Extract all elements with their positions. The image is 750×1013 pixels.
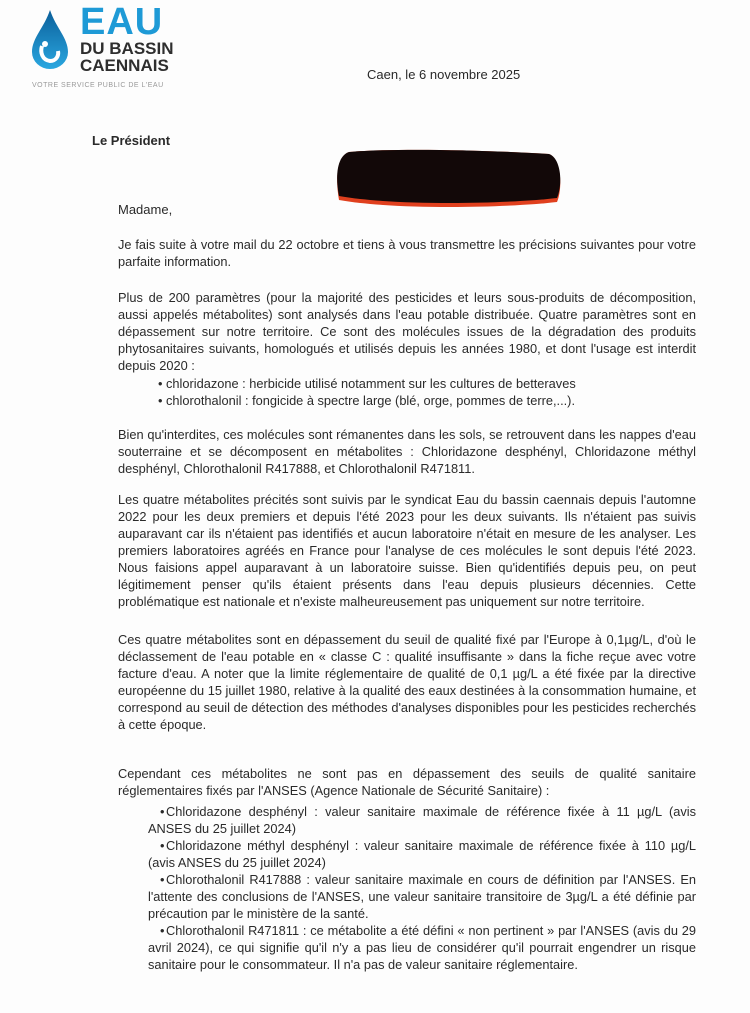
letter-date: Caen, le 6 novembre 2025 [367,67,521,82]
list-item: • chlorothalonil : fongicide à spectre large (blé, orge, pommes de terre,...). [118,392,696,409]
paragraph-metabolites: Bien qu'interdites, ces molécules sont rémanentes dans les sols, se retrouvent dans les nappes d'eau souterraine et se décomposent en métabolites : Chloridazone desphényl, Chloridazone méthyl desphényl, Chlorothalonil R417888, et Chlorothalonil R471811. [118,427,696,476]
list-item: • chloridazone : herbicide utilisé notamment sur les cultures de betteraves [118,375,696,392]
paragraph-threshold: Ces quatre métabolites sont en dépassement du seuil de qualité fixé par l'Europe à 0,1µg/L, d'où le déclassement de l'eau potable en « classe C : qualité insuffisante » dans la fiche reçue avec votre facture d'eau. A noter que la limite réglementaire de qualité de 0,1 µg/L a été fixée par la directive européenne du 15 juillet 1980, relative à la qualité des eaux destinées à la consommation humaine, et correspond au seuil de détection des méthodes d'analyses disponibles pour les pesticides recherchés à cette époque. [118,632,696,732]
list-item-text: Chlorothalonil R471811 : ce métabolite a été défini « non pertinent » par l'ANSES (avis du 29 avril 2024), ce qui signifie qu'il n'y a pas lieu de considérer qu'il pourrait engendrer un risque sanitaire pour le consommateur. Il n'a pas de valeur sanitaire réglementaire. [148,923,696,972]
list-item-text: Chloridazone méthyl desphényl : valeur sanitaire maximale de référence fixée à 110 µg/L (avis ANSES du 25 juillet 2024) [148,838,696,870]
logo-tagline: VOTRE SERVICE PUBLIC DE L'EAU [32,82,164,89]
logo-eau: EAU [80,1,164,43]
list-item [118,837,696,871]
redaction-mark [335,148,563,212]
paragraph-anses: Cependant ces métabolites ne sont pas en dépassement des seuils de qualité sanitaire réglementaires fixés par l'ANSES (Agence Nationale de Sécurité Sanitaire) : [118,766,696,798]
paragraph-intro: Je fais suite à votre mail du 22 octobre et tiens à vous transmettre les précisions suivantes pour votre parfaite information. [118,237,696,269]
paragraph-parameters: Plus de 200 paramètres (pour la majorité des pesticides et leurs sous-produits de décomposition, aussi appelés métabolites) sont analysés dans l'eau potable distribuée. Quatre paramètres sont en dépassement sur notre territoire. Ce sont des molécules issues de la dégradation des produits phytosanitaires suivants, homologués et utilisés depuis les années 1980, et dont l'usage est interdit depuis 2020 : [118,290,696,373]
logo-line2: DU BASSIN [80,39,174,58]
sender-title: Le Président [92,133,171,148]
pesticide-list [118,375,696,409]
water-drop-logo-icon [30,8,70,70]
logo-subtitle [80,40,174,74]
list-item-text: Chlorothalonil R417888 : valeur sanitaire maximale en cours de définition par l'ANSES. En l'attente des conclusions de l'ANSES, une valeur sanitaire transitoire de 3µg/L a été définie par précaution par le ministère de la santé. [148,872,696,921]
salutation: Madame, [118,202,173,217]
anses-values-list [118,803,696,973]
paragraph-monitoring: Les quatre métabolites précités sont suivis par le syndicat Eau du bassin caennais depuis l'automne 2022 pour les deux premiers et depuis l'été 2023 pour les deux suivants. Ils n'étaient pas suivis auparavant car ils n'étaient pas identifiés et aucun laboratoire n'était en mesure de les analyser. Les premiers laboratoires agréés en France pour l'analyse de ces molécules le sont depuis l'été 2023. Nous faisions appel auparavant à un laboratoire suisse. Bien qu'identifiés depuis peu, on peut légitimement penser qu'ils étaient présents dans l'eau depuis plusieurs décennies. Cette problématique est nationale et n'existe malheureusement pas uniquement sur notre territoire. [118,492,696,609]
list-item [118,922,696,973]
list-item [118,803,696,837]
list-item-text: Chloridazone desphényl : valeur sanitaire maximale de référence fixée à 11 µg/L (avis ANSES du 25 juillet 2024) [148,804,696,836]
list-item [118,871,696,922]
logo-line3: CAENNAIS [80,56,169,75]
